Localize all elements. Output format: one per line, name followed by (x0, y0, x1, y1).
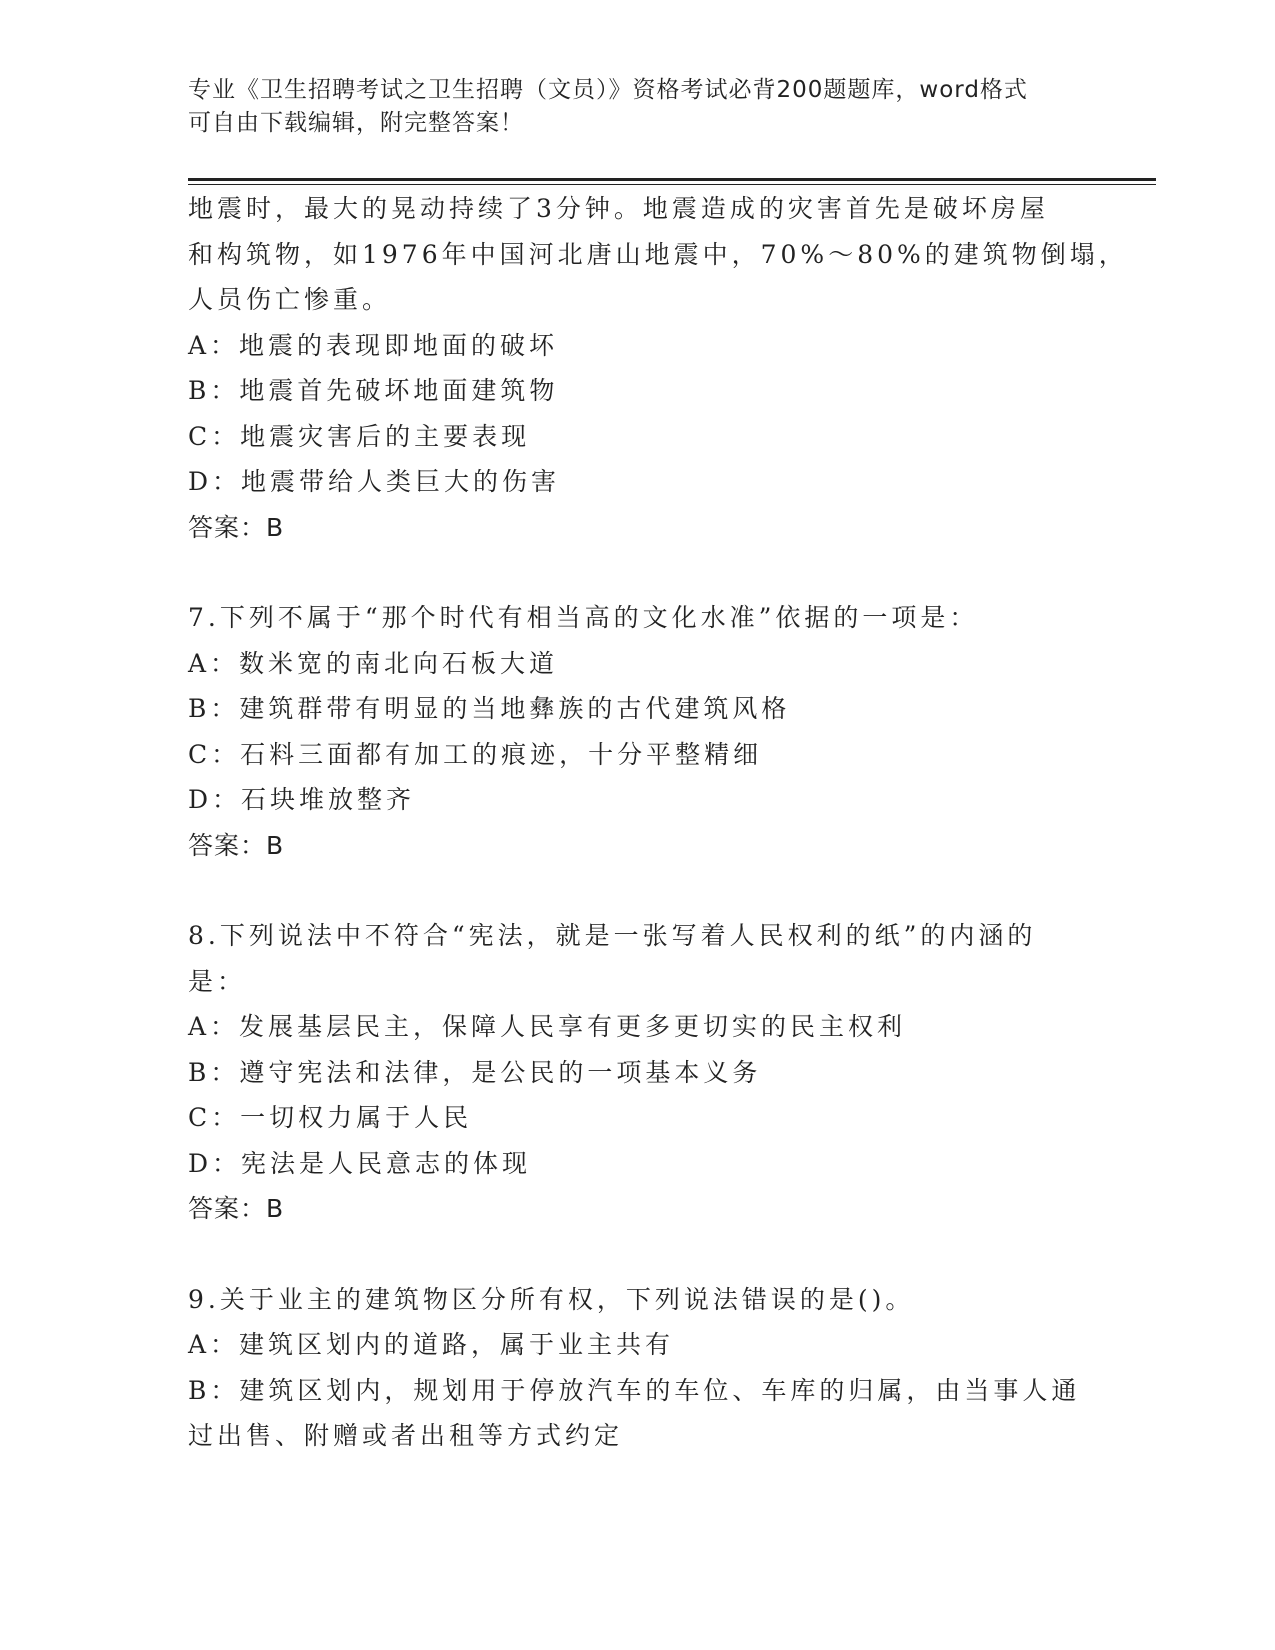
option-d: D：宪法是人民意志的体现 (188, 1148, 532, 1178)
question-stem-line: 和构筑物，如1976年中国河北唐山地震中，70%～80%的建筑物倒塌， (188, 239, 1128, 269)
option-c: C：地震灾害后的主要表现 (188, 421, 531, 451)
question-stem-line: 7.下列不属于“那个时代有相当高的文化水准”依据的一项是： (188, 603, 979, 632)
header-line-2: 可自由下载编辑，附完整答案！ (188, 110, 524, 136)
option-d: D：地震带给人类巨大的伤害 (188, 467, 561, 496)
option-a: A：建筑区划内的道路，属于业主共有 (188, 1330, 675, 1359)
question-stem-line: 9.关于业主的建筑物区分所有权，下列说法错误的是()。 (188, 1284, 915, 1314)
header-line-1: 专业《卫生招聘考试之卫生招聘（文员）》资格考试必背200题题库，word格式 (188, 77, 1028, 103)
question-stem-line: 是： (188, 966, 247, 996)
option-a: A：数米宽的南北向石板大道 (188, 648, 559, 678)
question-7 (188, 595, 1088, 868)
question-stem-line: 8.下列说法中不符合“宪法，就是一张写着人民权利的纸”的内涵的 (188, 921, 1037, 950)
answer-label: 答案：B (188, 830, 285, 860)
question-9 (188, 1277, 1088, 1459)
option-c: C：石料三面都有加工的痕迹，十分平整精细 (188, 739, 763, 769)
option-a: A：地震的表现即地面的破坏 (188, 330, 559, 360)
option-c: C：一切权力属于人民 (188, 1103, 473, 1132)
option-b: B：建筑群带有明显的当地彝族的古代建筑风格 (188, 694, 791, 723)
question-8 (188, 913, 1088, 1232)
option-d: D：石块堆放整齐 (188, 785, 416, 814)
question-6 (188, 186, 1128, 550)
answer-label: 答案：B (188, 1194, 285, 1223)
spacer (188, 1232, 1088, 1277)
option-b: B：地震首先破坏地面建筑物 (188, 376, 559, 405)
option-a: A：发展基层民主，保障人民享有更多更切实的民主权利 (188, 1012, 907, 1041)
header-divider-thin (188, 184, 1156, 185)
option-b: B：建筑区划内，规划用于停放汽车的车位、车库的归属，由当事人通 (188, 1375, 1081, 1405)
question-stem-line: 地震时，最大的晃动持续了3分钟。地震造成的灾害首先是破坏房屋 (188, 194, 1049, 223)
spacer (188, 868, 1088, 913)
option-b-continued: 过出售、附赠或者出租等方式约定 (188, 1421, 624, 1450)
option-b: B：遵守宪法和法律，是公民的一项基本义务 (188, 1057, 762, 1087)
document-header (188, 74, 1088, 140)
answer-label: 答案：B (188, 512, 285, 542)
question-list (188, 186, 1128, 1459)
spacer (188, 550, 1088, 595)
question-stem-line: 人员伤亡惨重。 (188, 285, 392, 314)
header-divider-thick (188, 178, 1156, 181)
